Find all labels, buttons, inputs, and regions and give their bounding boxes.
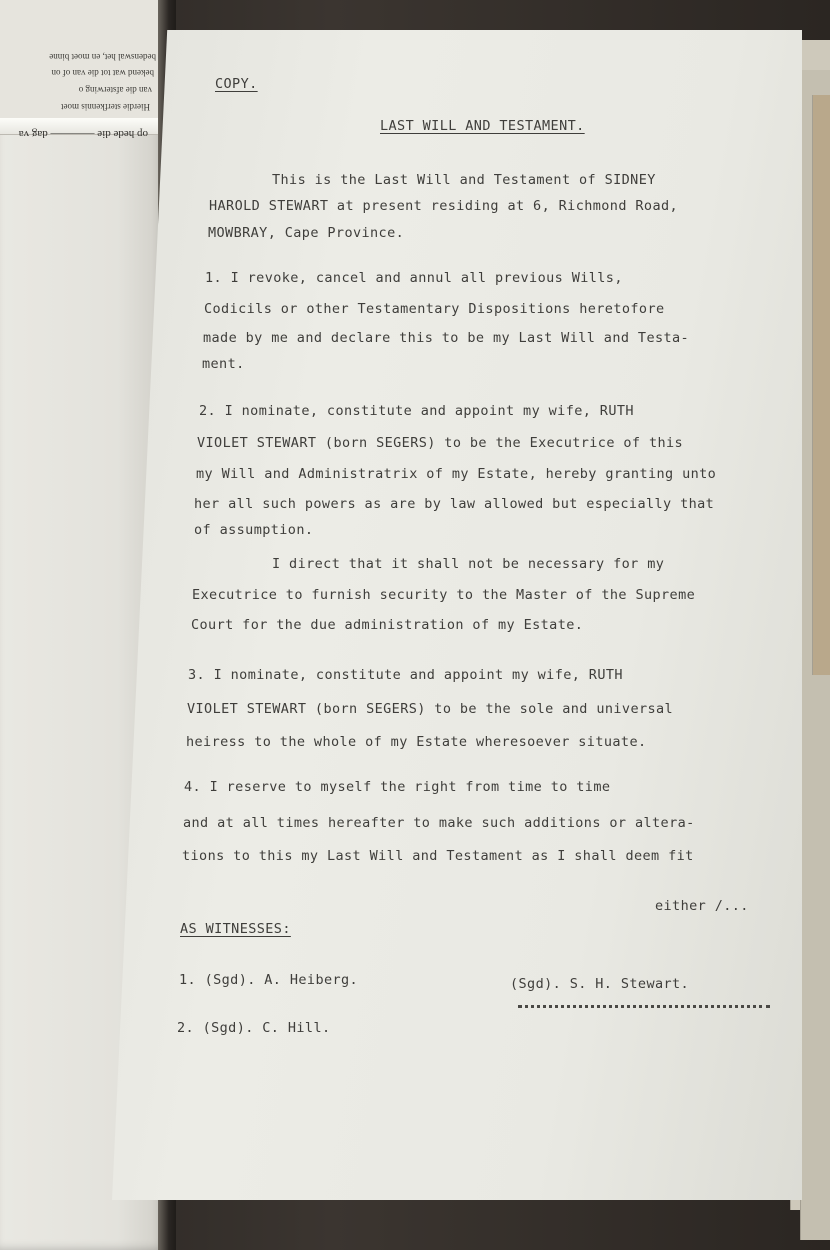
clause-2-line: her all such powers as are by law allowed but especially that (194, 496, 715, 512)
signature-dotted-line (518, 1005, 770, 1008)
fold-label: op hede die ———— dag va (18, 128, 148, 140)
mirror-line: bedenswal het, en moet binne (49, 52, 156, 62)
clause-2-line: 2. I nominate, constitute and appoint my wife, RUTH (199, 403, 634, 419)
mirror-line: Hierdie sterfkennis moet (61, 102, 150, 112)
clause-2-line: VIOLET STEWART (born SEGERS) to be the Executrice of this (197, 435, 684, 451)
clause-1-line: 1. I revoke, cancel and annul all previous Wills, (205, 270, 623, 286)
clause-2-line: Executrice to furnish security to the Master of the Supreme (192, 587, 696, 603)
clause-1-line: ment. (202, 356, 245, 372)
document-title: LAST WILL AND TESTAMENT. (380, 118, 585, 134)
mirror-line: bekend wat tot die van of on (51, 68, 154, 78)
clause-3-line: heiress to the whole of my Estate wheresoever situate. (186, 734, 647, 750)
clause-2-line: Court for the due administration of my Estate. (191, 617, 584, 633)
clause-1-line: Codicils or other Testamentary Dispositions heretofore (204, 301, 665, 317)
body-line: HAROLD STEWART at present residing at 6, Richmond Road, (209, 198, 679, 214)
folder-edge (812, 95, 830, 675)
witness-2-signature: 2. (Sgd). C. Hill. (177, 1020, 331, 1036)
clause-4-line: tions to this my Last Will and Testament as I shall deem fit (182, 848, 694, 864)
witness-1-signature: 1. (Sgd). A. Heiberg. (179, 972, 359, 988)
body-line: This is the Last Will and Testament of SIDNEY (272, 172, 656, 188)
clause-1-line: made by me and declare this to be my Last Will and Testa- (203, 330, 690, 346)
clause-2-line: my Will and Administratrix of my Estate, hereby granting unto (196, 466, 717, 482)
clause-3-line: VIOLET STEWART (born SEGERS) to be the sole and universal (187, 701, 674, 717)
witnesses-heading: AS WITNESSES: (180, 921, 291, 937)
clause-4-line: 4. I reserve to myself the right from time to time (184, 779, 611, 795)
copy-heading: COPY. (215, 76, 258, 92)
clause-4-line: and at all times hereafter to make such additions or altera- (183, 815, 695, 831)
continuation-mark: either /... (655, 898, 749, 914)
clause-2-line: I direct that it shall not be necessary for my (272, 556, 665, 572)
left-page-printed-strip (0, 0, 162, 118)
testator-signature: (Sgd). S. H. Stewart. (510, 976, 690, 992)
mirror-line: van die afsterwing o (78, 85, 152, 95)
left-page-fold (0, 118, 160, 140)
body-line: MOWBRAY, Cape Province. (208, 225, 405, 241)
clause-2-line: of assumption. (194, 522, 314, 538)
clause-3-line: 3. I nominate, constitute and appoint my wife, RUTH (188, 667, 623, 683)
